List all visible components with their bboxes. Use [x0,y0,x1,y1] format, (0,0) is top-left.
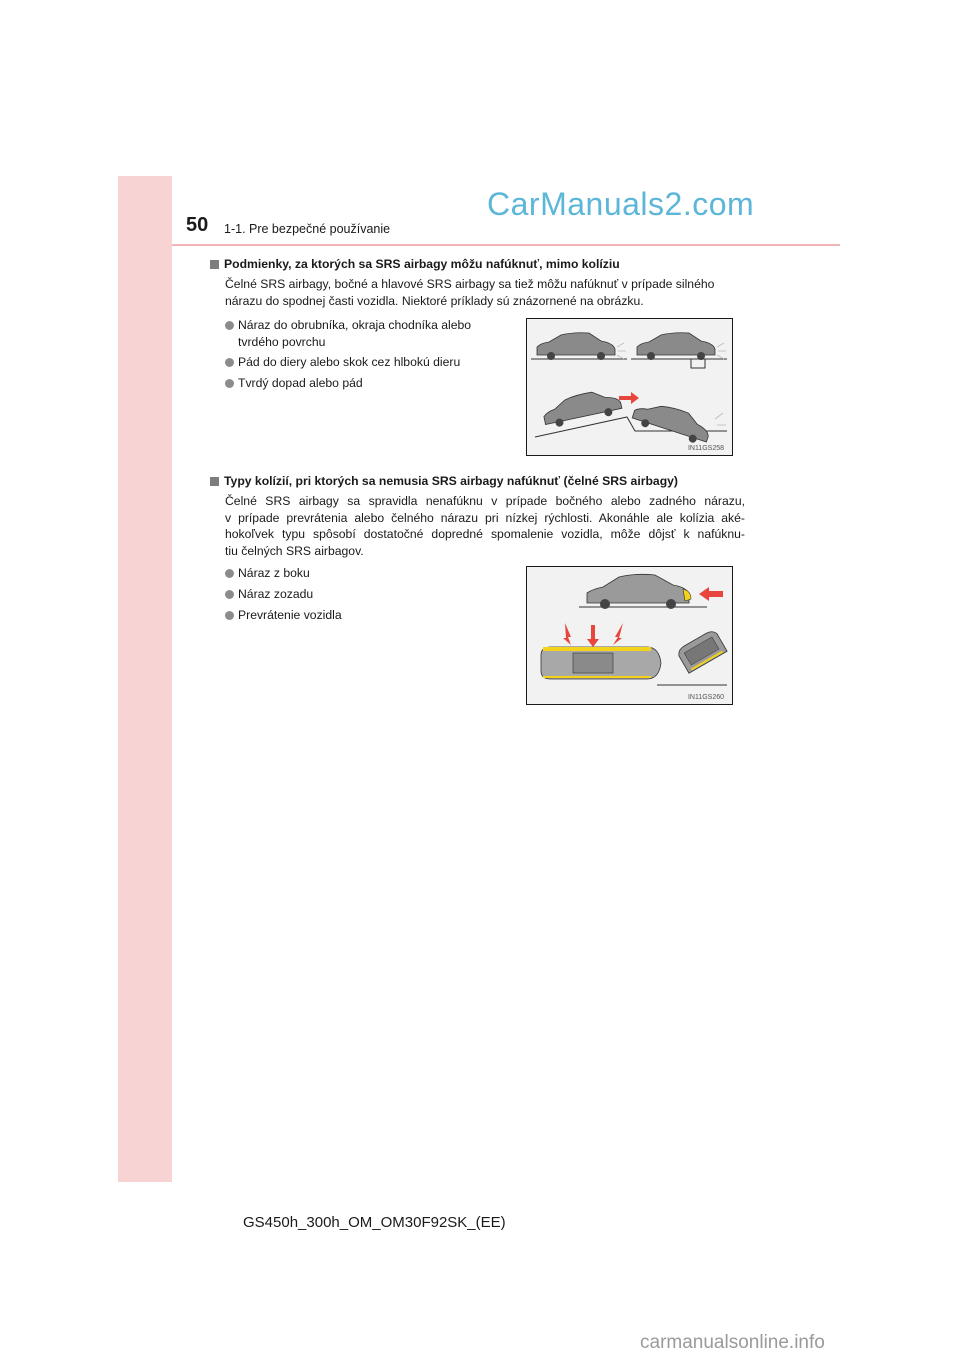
section2-heading-text: Typy kolízií, pri ktorých sa nemusia SRS airbagy nafúknuť (čelné SRS airbagy) [224,474,678,488]
page-number: 50 [186,214,209,236]
bullet-dot-icon [225,611,234,620]
bullet-item [225,586,313,603]
section1-heading-text: Podmienky, za ktorých sa SRS airbagy môžu nafúknuť, mimo kolíziu [224,257,620,271]
figure-undercarriage-svg [527,319,732,455]
chapter-sidebar [118,176,172,1182]
watermark-bottom[interactable]: carmanualsonline.info [640,1332,825,1353]
figure-nondeploy-collisions [526,566,733,705]
bullet-text: Tvrdý dopad alebo pád [238,376,363,390]
square-bullet-icon [210,260,219,269]
figure-code: IN11GS260 [687,694,724,701]
paragraph-line: hokoľvek typu spôsobí dostatočné dopredné spomalenie vozidla, môže dôjsť k nafúknu- [225,527,745,541]
bullet-dot-icon [225,379,234,388]
bullet-text: Náraz zozadu [238,587,314,601]
paragraph-line: v prípade prevrátenia alebo čelného nárazu pri nízkej rýchlosti. Akonáhle ale kolízia aké- [225,510,745,525]
bullet-text: tvrdého povrchu [238,334,326,349]
watermark-top[interactable]: CarManuals2.com [487,186,755,222]
bullet-text: Náraz z boku [238,566,310,580]
bullet-item [225,375,363,392]
header-rule [172,244,840,246]
bullet-dot-icon [225,321,234,330]
paragraph-line: nárazu do spodnej časti vozidla. Niektoré príklady sú znázornené na obrázku. [225,293,644,308]
section1-heading [210,257,620,271]
bullet-item [225,565,310,582]
square-bullet-icon [210,477,219,486]
bullet-dot-icon [225,358,234,367]
chapter-title: 1-1. Pre bezpečné používanie [224,222,391,236]
bullet-text: Pád do diery alebo skok cez hlbokú dieru [238,355,461,369]
bullet-item [225,354,460,371]
bullet-item [225,317,515,350]
figure-undercarriage-impacts [526,318,733,456]
figure-nondeploy-svg [527,567,732,704]
section2-heading [210,474,678,488]
paragraph-line: Čelné SRS airbagy sa spravidla nenafúknu v prípade bočného alebo zadného nárazu, [225,494,745,508]
bullet-dot-icon [225,569,234,578]
bullet-text: Náraz do obrubníka, okraja chodníka alebo [238,318,472,332]
bullet-item [225,607,342,624]
bullet-text: Prevrátenie vozidla [238,608,342,622]
figure-code: IN11GS258 [687,445,724,452]
bullet-dot-icon [225,590,234,599]
document-code: GS450h_300h_OM_OM30F92SK_(EE) [243,1214,506,1231]
section2-paragraph [225,493,745,559]
paragraph-line: tiu čelných SRS airbagov. [225,543,364,558]
section1-paragraph [225,276,745,309]
paragraph-line: Čelné SRS airbagy, bočné a hlavové SRS airbagy sa tiež môžu nafúknuť v prípade silného [225,277,715,291]
